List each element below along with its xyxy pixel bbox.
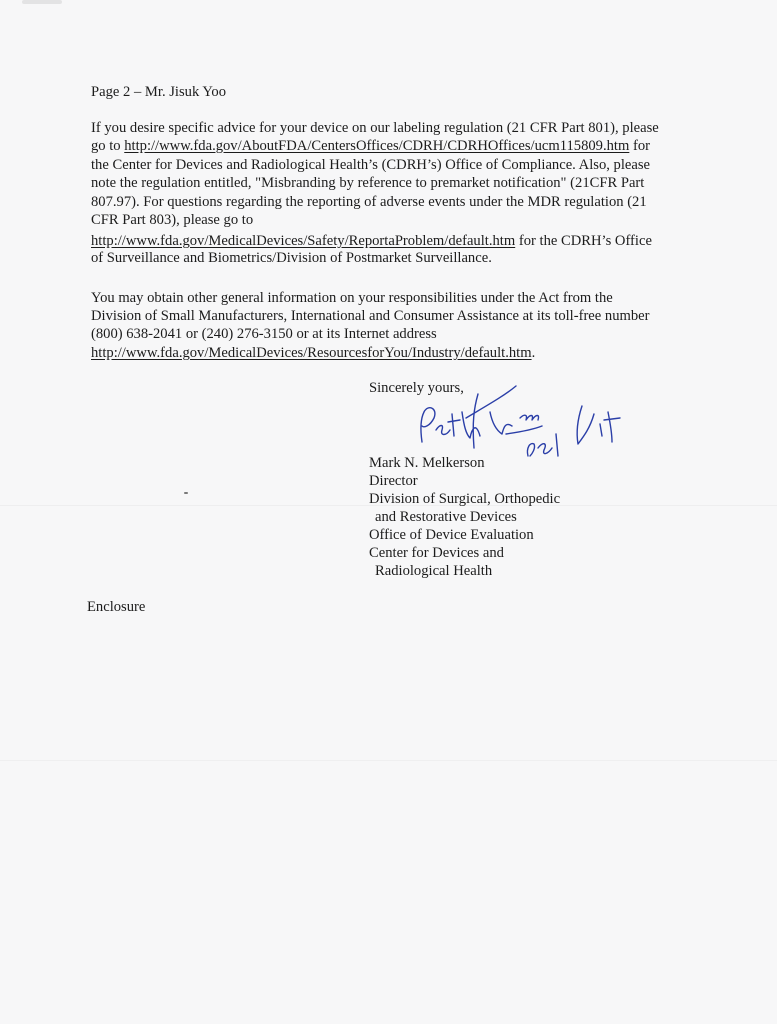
compliance-office-link[interactable]: http://www.fda.gov/AboutFDA/CentersOffices/CDRH/CDRHOffices/ucm115809.htm xyxy=(124,138,630,154)
text-segment: for xyxy=(629,138,650,154)
paragraph-line xyxy=(91,137,650,155)
signer-division-continued: and Restorative Devices xyxy=(375,509,517,525)
paragraph-line: of Surveillance and Biometrics/Division of Postmarket Surveillance. xyxy=(91,250,492,266)
page-header: Page 2 – Mr. Jisuk Yoo xyxy=(91,84,227,100)
scan-artifact xyxy=(22,0,62,4)
signer-office: Office of Device Evaluation xyxy=(369,527,534,543)
paragraph-line: CFR Part 803), please go to xyxy=(91,212,254,228)
text-segment: go to xyxy=(91,138,125,154)
industry-resources-link[interactable]: http://www.fda.gov/MedicalDevices/ResourcesforYou/Industry/default.htm xyxy=(91,345,532,361)
paper-crease xyxy=(0,760,777,761)
paragraph-line xyxy=(91,344,535,362)
paragraph-line: If you desire specific advice for your device on our labeling regulation (21 CFR Part 801), please xyxy=(91,120,659,136)
text-segment: . xyxy=(531,345,536,361)
paragraph-line xyxy=(91,232,652,250)
paragraph-line: Division of Small Manufacturers, International and Consumer Assistance at its toll-free number xyxy=(91,308,650,324)
text-segment: for the CDRH’s Office xyxy=(515,233,652,249)
closing-salutation: Sincerely yours, xyxy=(369,380,464,396)
signer-center-continued: Radiological Health xyxy=(375,563,493,579)
signer-division: Division of Surgical, Orthopedic xyxy=(369,491,561,507)
report-problem-link[interactable]: http://www.fda.gov/MedicalDevices/Safety/ReportaProblem/default.htm xyxy=(91,233,516,249)
signer-center: Center for Devices and xyxy=(369,545,504,561)
paragraph-line: 807.97). For questions regarding the reporting of adverse events under the MDR regulation (21 xyxy=(91,194,647,210)
signer-name: Mark N. Melkerson xyxy=(369,455,485,471)
enclosure-note: Enclosure xyxy=(87,599,146,615)
signer-title: Director xyxy=(369,473,418,489)
paragraph-line: You may obtain other general information on your responsibilities under the Act from the xyxy=(91,290,613,306)
paragraph-line: the Center for Devices and Radiological Health’s (CDRH’s) Office of Compliance. Also, please xyxy=(91,157,651,173)
paragraph-line: (800) 638-2041 or (240) 276-3150 or at its Internet address xyxy=(91,326,437,342)
scan-speck xyxy=(184,492,188,494)
paragraph-line: note the regulation entitled, "Misbranding by reference to premarket notification" (21CFR Part xyxy=(91,175,645,191)
